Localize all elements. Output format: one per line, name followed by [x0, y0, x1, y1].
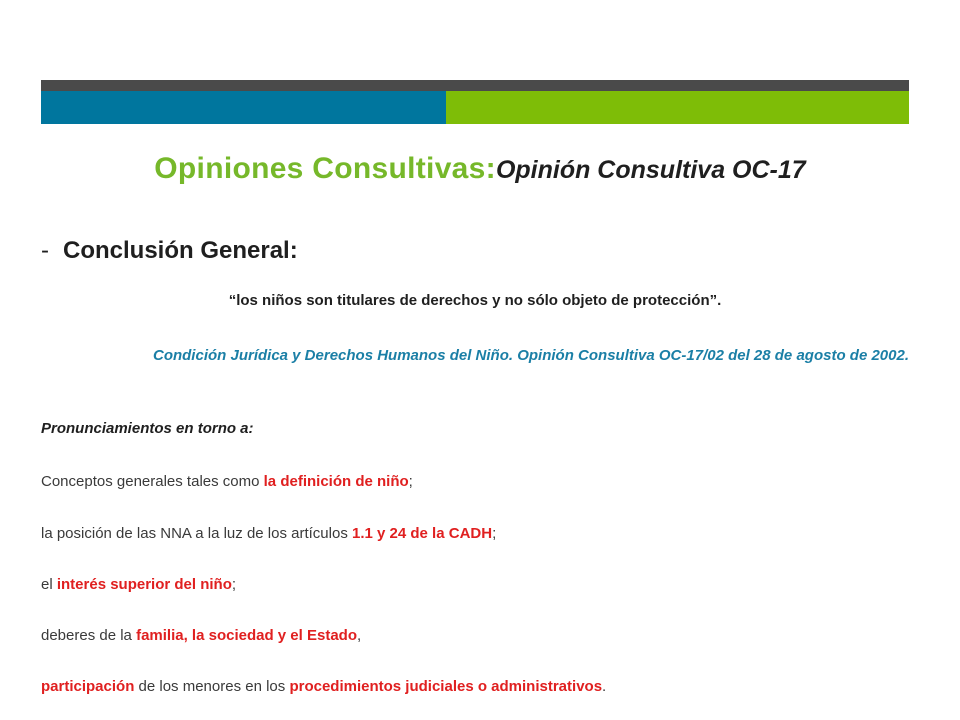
list-item-highlight: familia, la sociedad y el Estado — [136, 627, 357, 644]
list-item — [41, 576, 236, 593]
list-item-punct: . — [602, 678, 607, 695]
title-main: Opiniones Consultivas: — [154, 152, 496, 185]
list-item-highlight: participación — [41, 678, 135, 695]
list-item-highlight: procedimientos judiciales o administrativos — [289, 678, 603, 695]
list-item — [41, 473, 413, 490]
quote-text: “los niños son titulares de derechos y no sólo objeto de protección”. — [228, 292, 722, 309]
list-item-text: la posición de las NNA a la luz de los artículos — [41, 525, 352, 542]
list-item-text: deberes de la — [41, 627, 137, 644]
list-item-punct: ; — [231, 576, 237, 593]
section-heading — [41, 237, 298, 265]
list-item-text: el — [41, 576, 57, 593]
list-item-punct: , — [357, 627, 362, 644]
list-item-text: Conceptos generales tales como — [41, 473, 264, 490]
citation-text: Condición Jurídica y Derechos Humanos del Niño. Opinión Consultiva OC-17/02 del 28 de agosto de 2002. — [152, 347, 909, 364]
list-item — [41, 627, 361, 644]
list-item — [41, 678, 606, 695]
list-item — [41, 525, 496, 542]
pronouncements-label: Pronunciamientos en torno a: — [41, 420, 254, 437]
heading-dash: - — [41, 237, 49, 264]
list-item-punct: ; — [492, 525, 497, 542]
list-item-highlight: interés superior del niño — [56, 576, 232, 593]
title-sub: Opinión Consultiva OC-17 — [495, 156, 806, 184]
header-bar-blue — [41, 91, 446, 124]
heading-text: Conclusión General: — [63, 237, 298, 264]
slide-title — [0, 152, 960, 186]
list-item-highlight: 1.1 y 24 de la CADH — [352, 525, 493, 542]
header-bar-green — [446, 91, 909, 124]
list-item-punct: ; — [408, 473, 413, 490]
list-item-highlight: la definición de niño — [263, 473, 409, 490]
list-item-text: de los menores en los — [134, 678, 290, 695]
header-bar-dark — [41, 80, 909, 91]
